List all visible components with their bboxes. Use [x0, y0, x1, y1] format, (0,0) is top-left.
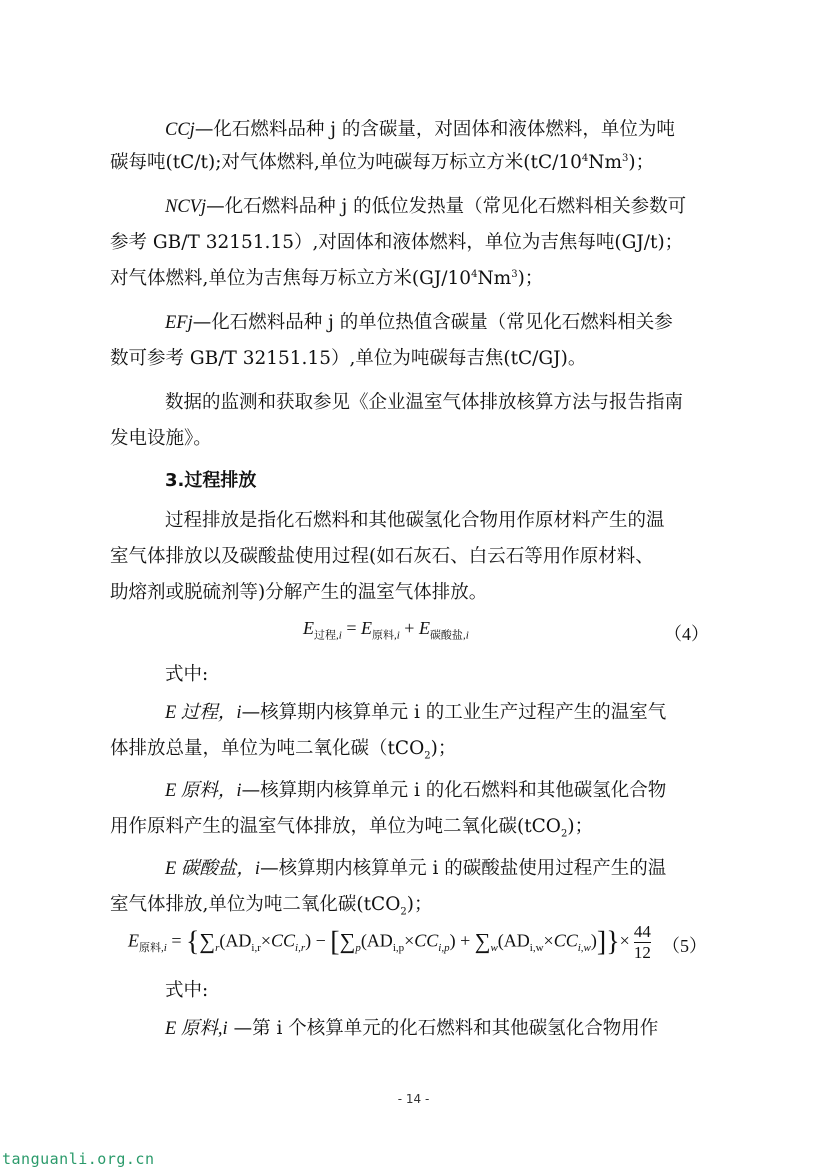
definition-ncvj-cont2: 对气体燃料,单位为吉焦每万标立方米$(GJ/10^4Nm^3)$； — [110, 268, 544, 289]
definition-e-process-cont: 体排放总量，单位为吨二氧化碳（tCO$_2$)； — [110, 738, 457, 762]
fraction-44-12: $\frac{44}{12}$ — [633, 922, 651, 962]
definition-ncvj: NCVj—化石燃料品种 j 的低位发热量（常见化石燃料相关参数可 — [165, 196, 687, 217]
section-heading: 3.过程排放 — [165, 470, 257, 491]
process-emission-paragraph-l3: 助熔剂或脱硫剂等)分解产生的温室气体排放。 — [110, 582, 488, 603]
where-label-2: 式中: — [165, 980, 209, 1001]
process-emission-paragraph-l2: 室气体排放以及碳酸盐使用过程(如石灰石、白云石等用作原材料、 — [110, 546, 654, 567]
equation-5: $E_{原料,i} = \{\sum_r(AD_{i,r}\times CC_{i,r}) - [\sum_p(AD_{i,p}\times CC_{i,p}) + \sum_w(AD_{i,w}\times CC_{i,w})]\}\times$ $\frac{44}{12}$ — [128, 922, 651, 962]
definition-e-carbonate: E 碳酸盐，i—核算期内核算单元 i 的碳酸盐使用过程产生的温 — [165, 858, 667, 879]
definition-e-raw-cont: 用作原料产生的温室气体排放，单位为吨二氧化碳(tCO$_2$)； — [110, 816, 594, 840]
where-label: 式中: — [165, 664, 209, 685]
definition-e-raw: E 原料，i—核算期内核算单元 i 的化石燃料和其他碳氢化合物 — [165, 780, 667, 801]
definition-efj: EFj—化石燃料品种 j 的单位热值含碳量（常见化石燃料相关参 — [165, 312, 673, 333]
definition-e-carbonate-cont: 室气体排放,单位为吨二氧化碳(tCO$_2$)； — [110, 894, 433, 918]
definition-e-process: E 过程，i—核算期内核算单元 i 的工业生产过程产生的温室气 — [165, 702, 667, 723]
reference-paragraph-cont: 发电设施》。 — [110, 428, 212, 449]
page-number: - 14 - — [397, 1092, 430, 1106]
definition-efj-cont: 数可参考 GB/T 32151.15）,单位为吨碳每吉焦(tC/GJ)。 — [110, 348, 587, 369]
equation-5-number: （5） — [662, 936, 707, 956]
definition-e-raw-unit: E 原料,i —第 i 个核算单元的化石燃料和其他碳氢化合物用作 — [165, 1018, 659, 1039]
definition-ccj-cont: 碳每吨(tC/t);对气体燃料,单位为吨碳每万标立方米$(tC/10^4Nm^3)$； — [110, 152, 655, 173]
definition-ncvj-cont: 参考 GB/T 32151.15）,对固体和液体燃料，单位为吉焦每吨(GJ/t)； — [110, 232, 684, 253]
process-emission-paragraph: 过程排放是指化石燃料和其他碳氢化合物用作原材料产生的温 — [165, 510, 665, 531]
watermark: tanguanli.org.cn — [2, 1150, 155, 1168]
equation-4: $E_{过程,i} = E_{原料,i} + E_{碳酸盐,i}$ — [303, 618, 469, 642]
definition-ccj: CCj—化石燃料品种 j 的含碳量，对固体和液体燃料，单位为吨 — [165, 119, 675, 140]
equation-4-number: （4） — [664, 624, 709, 644]
reference-paragraph: 数据的监测和获取参见《企业温室气体排放核算方法与报告指南 — [165, 392, 684, 413]
